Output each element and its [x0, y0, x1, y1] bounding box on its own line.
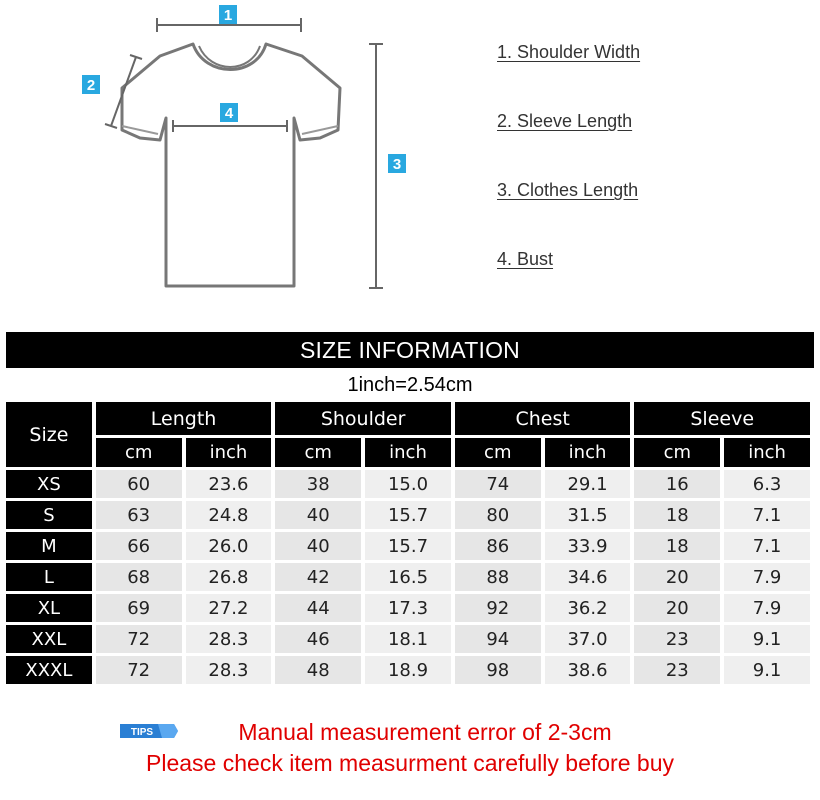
table-cell: 29.1 — [545, 470, 631, 498]
tip-check-measurement: Please check item measurment carefully before buy — [146, 750, 674, 776]
table-row — [6, 594, 810, 622]
size-label: XS — [6, 470, 92, 498]
table-cell: 66 — [96, 532, 182, 560]
table-cell: 23 — [634, 625, 720, 653]
table-row — [6, 563, 810, 591]
size-label: M — [6, 532, 92, 560]
table-cell: 63 — [96, 501, 182, 529]
size-table-container — [6, 399, 814, 687]
table-cell: 72 — [96, 656, 182, 684]
table-cell: 40 — [275, 501, 361, 529]
svg-text:2: 2 — [86, 77, 96, 94]
table-cell: 36.2 — [545, 594, 631, 622]
table-cell: 31.5 — [545, 501, 631, 529]
legend-bust: 4. Bust — [497, 249, 554, 269]
table-cell: 24.8 — [186, 501, 272, 529]
table-cell: 68 — [96, 563, 182, 591]
table-cell: 69 — [96, 594, 182, 622]
table-cell: 60 — [96, 470, 182, 498]
table-cell: 18.9 — [365, 656, 451, 684]
table-cell: 26.0 — [186, 532, 272, 560]
unit-header-cm: cm — [455, 438, 541, 467]
svg-text:4: 4 — [224, 105, 234, 122]
table-cell: 86 — [455, 532, 541, 560]
legend-clothes-length: 3. Clothes Length — [497, 180, 639, 200]
svg-text:TIPS: TIPS — [130, 727, 154, 738]
legend-shoulder-width: 1. Shoulder Width — [497, 42, 641, 62]
table-cell: 18 — [634, 501, 720, 529]
table-cell: 7.1 — [724, 501, 810, 529]
table-row — [6, 532, 810, 560]
table-cell: 28.3 — [186, 625, 272, 653]
unit-header-cm: cm — [634, 438, 720, 467]
table-cell: 16 — [634, 470, 720, 498]
table-cell: 9.1 — [724, 625, 810, 653]
tip-measurement-error: Manual measurement error of 2-3cm — [238, 719, 612, 745]
table-cell: 7.9 — [724, 563, 810, 591]
unit-header-inch: inch — [365, 438, 451, 467]
table-cell: 40 — [275, 532, 361, 560]
table-cell: 15.7 — [365, 532, 451, 560]
size-label: XXL — [6, 625, 92, 653]
svg-text:1: 1 — [223, 7, 233, 24]
table-cell: 20 — [634, 594, 720, 622]
table-cell: 16.5 — [365, 563, 451, 591]
unit-header-cm: cm — [96, 438, 182, 467]
size-information-title: SIZE INFORMATION — [6, 332, 814, 368]
table-cell: 94 — [455, 625, 541, 653]
table-cell: 48 — [275, 656, 361, 684]
label-1-badge — [219, 5, 237, 24]
table-cell: 15.0 — [365, 470, 451, 498]
table-row — [6, 625, 810, 653]
tshirt-outline-illustration — [0, 0, 480, 320]
group-header-shoulder: Shoulder — [275, 402, 451, 435]
table-cell: 98 — [455, 656, 541, 684]
table-cell: 15.7 — [365, 501, 451, 529]
table-row — [6, 501, 810, 529]
table-cell: 44 — [275, 594, 361, 622]
group-header-length: Length — [96, 402, 272, 435]
tshirt-measurement-diagram — [0, 0, 820, 320]
size-label: XL — [6, 594, 92, 622]
table-row — [6, 470, 810, 498]
group-header-chest: Chest — [455, 402, 631, 435]
table-cell: 88 — [455, 563, 541, 591]
label-2-badge — [82, 75, 100, 94]
table-cell: 37.0 — [545, 625, 631, 653]
unit-header-cm: cm — [275, 438, 361, 467]
table-cell: 6.3 — [724, 470, 810, 498]
table-cell: 7.9 — [724, 594, 810, 622]
table-cell: 34.6 — [545, 563, 631, 591]
table-cell: 23.6 — [186, 470, 272, 498]
table-row — [6, 656, 810, 684]
table-cell: 9.1 — [724, 656, 810, 684]
table-cell: 26.8 — [186, 563, 272, 591]
size-table-body — [6, 470, 810, 684]
size-label: L — [6, 563, 92, 591]
table-cell: 72 — [96, 625, 182, 653]
size-table — [2, 399, 814, 687]
size-label: S — [6, 501, 92, 529]
group-header-sleeve: Sleeve — [634, 402, 810, 435]
table-cell: 80 — [455, 501, 541, 529]
table-cell: 42 — [275, 563, 361, 591]
table-cell: 46 — [275, 625, 361, 653]
table-cell: 20 — [634, 563, 720, 591]
table-cell: 38.6 — [545, 656, 631, 684]
unit-header-inch: inch — [186, 438, 272, 467]
table-cell: 92 — [455, 594, 541, 622]
table-cell: 28.3 — [186, 656, 272, 684]
table-cell: 17.3 — [365, 594, 451, 622]
unit-header-inch: inch — [545, 438, 631, 467]
legend-sleeve-length: 2. Sleeve Length — [497, 111, 633, 131]
table-cell: 38 — [275, 470, 361, 498]
table-cell: 27.2 — [186, 594, 272, 622]
table-cell: 18 — [634, 532, 720, 560]
table-cell: 7.1 — [724, 532, 810, 560]
table-cell: 23 — [634, 656, 720, 684]
unit-header-inch: inch — [724, 438, 810, 467]
label-4-badge — [220, 103, 238, 122]
unit-conversion-note: 1inch=2.54cm — [347, 374, 473, 396]
size-label: XXXL — [6, 656, 92, 684]
table-cell: 18.1 — [365, 625, 451, 653]
label-3-badge — [388, 154, 406, 173]
size-column-header: Size — [6, 402, 92, 467]
svg-text:3: 3 — [392, 156, 402, 173]
table-cell: 74 — [455, 470, 541, 498]
table-cell: 33.9 — [545, 532, 631, 560]
measurement-legend — [497, 40, 640, 316]
